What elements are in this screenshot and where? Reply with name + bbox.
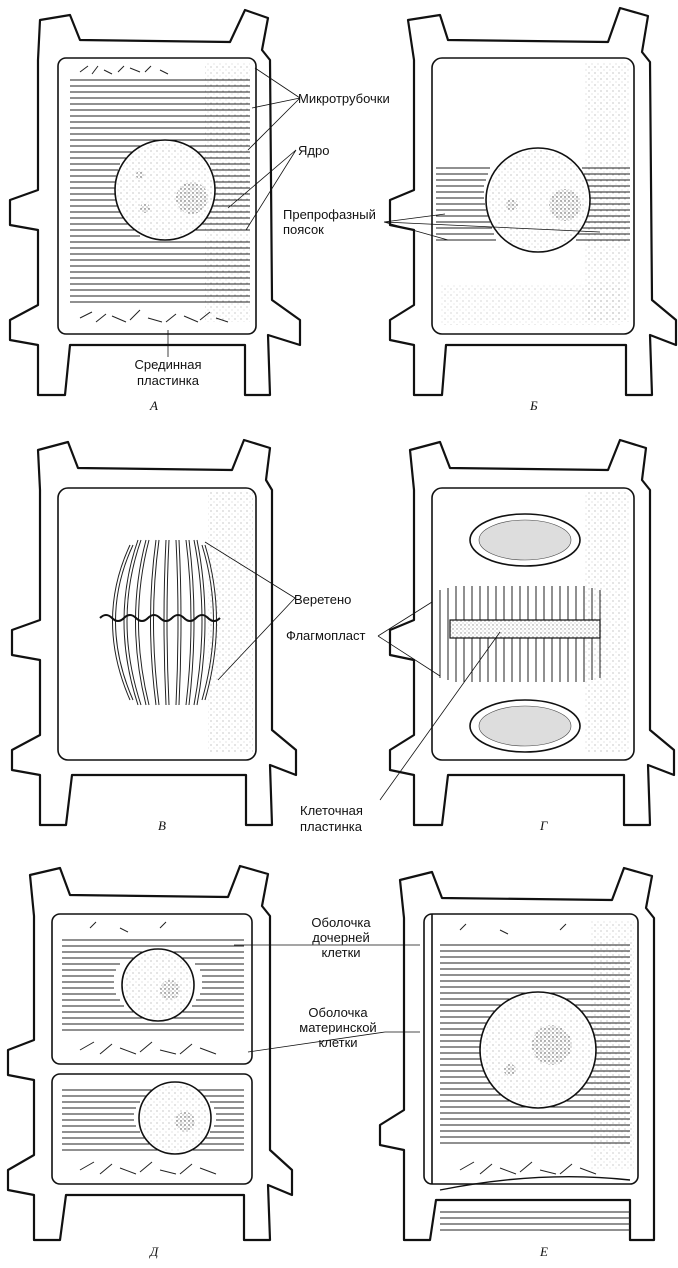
nucleus-label: Ядро: [298, 143, 330, 158]
panel-letter-a: А: [150, 398, 158, 413]
panel-letter-c: В: [158, 818, 166, 833]
microtubules-label: Микротрубочки: [298, 91, 390, 106]
panel-c-cell: [12, 440, 296, 825]
panel-letter-e: Д: [150, 1244, 159, 1259]
spindle-label: Веретено: [294, 592, 352, 607]
panel-b-cell: [390, 8, 676, 395]
panel-letter-d: Г: [540, 818, 548, 833]
mother-wall-label-line2: материнской: [299, 1020, 377, 1035]
daughter-wall-label-line1: Оболочка: [311, 915, 371, 930]
mother-wall-label-line1: Оболочка: [308, 1005, 368, 1020]
middle-lamella-label-line1: Срединная: [134, 357, 202, 372]
panel-letter-b: Б: [530, 398, 538, 413]
daughter-wall-label-line2: дочерней: [312, 930, 370, 945]
preprophase-band-label-line1: Препрофазный: [283, 207, 376, 222]
panel-d-cell: [390, 440, 674, 825]
daughter-wall-label-line3: клетки: [321, 945, 361, 960]
panel-d-phragmoplast: [440, 586, 600, 682]
preprophase-band-label-line2: поясок: [283, 222, 324, 237]
panel-a-cell: [10, 10, 300, 395]
phragmoplast-label: Флагмопласт: [286, 628, 366, 643]
cell-plate-label-line1: Клеточная: [300, 803, 363, 818]
middle-lamella-label-line2: пластинка: [137, 373, 199, 388]
panel-e-cell: [8, 866, 292, 1240]
panel-letter-f: Е: [540, 1244, 548, 1259]
panel-f-cell: [380, 868, 654, 1240]
mother-wall-label-line3: клетки: [318, 1035, 358, 1050]
cell-plate-label-line2: пластинка: [300, 819, 362, 834]
